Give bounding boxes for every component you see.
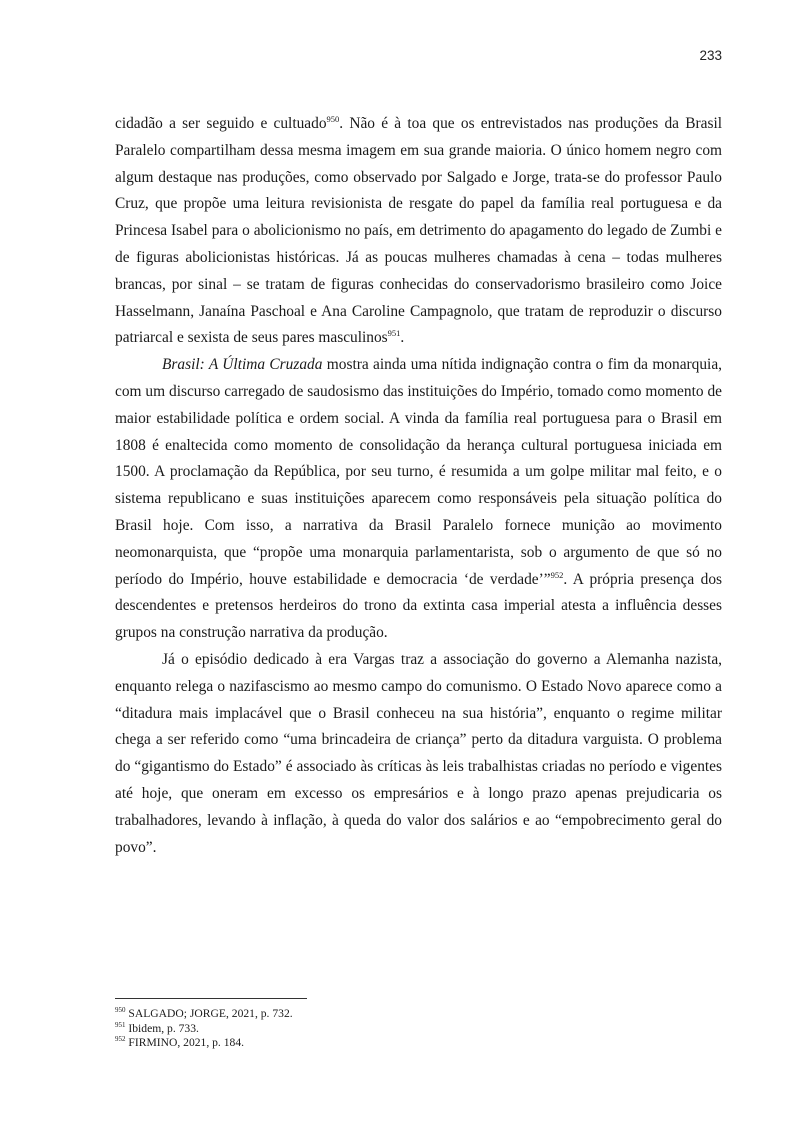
paragraph-2 xyxy=(115,352,722,647)
footnote-separator xyxy=(115,998,307,999)
footnote-ref-950[interactable]: 950 xyxy=(326,113,340,124)
paragraph-3: Já o episódio dedicado à era Vargas traz a associação do governo a Alemanha nazista, enquanto relega o nazifascismo ao mesmo campo do comunismo. O Estado Novo aparece como a “ditadura mais implacável que o Brasil conheceu na sua história”, enquanto o regime militar chega a ser referido como “uma brincadeira de criança” perto da ditadura varguista. O problema do “gigantismo do Estado” é associado às críticas às leis trabalhistas criadas no período e vigentes até hoje, que oneram em excesso os empresários e à longo prazo apenas prejudicaria os trabalhadores, levando à inflação, à queda do valor dos salários e ao “empobrecimento geral do povo”. xyxy=(115,650,722,856)
footnote-951 xyxy=(115,1022,722,1037)
paragraph-1 xyxy=(115,111,722,352)
footnote-number: 951 xyxy=(115,1020,126,1029)
footnote-number: 952 xyxy=(115,1035,126,1044)
footnote-952 xyxy=(115,1036,722,1051)
paragraph-1-text-c: . xyxy=(400,329,405,347)
footnote-number: 950 xyxy=(115,1006,126,1015)
page-number: 233 xyxy=(699,48,722,63)
footnote-text: FIRMINO, 2021, p. 184. xyxy=(125,1036,245,1049)
footnote-950 xyxy=(115,1007,722,1022)
paragraph-1-text-b: . Não é à toa que os entrevistados nas produções da Brasil Paralelo compartilham dessa mesma imagem em sua grande maioria. O único homem negro com algum destaque nas produções, como observado por Salgado e Jorge, trata-se do professor Paulo Cruz, que propõe uma leitura revisionista de resgate do papel da família real portuguesa e da Princesa Isabel para o abolicionismo no país, em detrimento do apagamento do legado de Zumbi e de figuras abolicionistas históricas. Já as poucas mulheres chamadas à cena – todas mulheres brancas, por sinal – se tratam de figuras conhecidas do conservadorismo brasileiro como Joice Hasselmann, Janaína Paschoal e Ana Caroline Campagnolo, que tratam de reproduzir o discurso patriarcal e sexista de seus pares masculinos xyxy=(115,115,723,347)
paragraph-2-text-a: mostra ainda uma nítida indignação contra o fim da monarquia, com um discurso carregado de saudosismo das instituições do Império, tomado como momento de maior estabilidade política e ordem social. A vinda da família real portuguesa para o Brasil em 1808 é enaltecida como momento de consolidação da herança cultural portuguesa iniciada em 1500. A proclamação da República, por seu turno, é resumida a um golpe militar mal feito, e o sistema republicano e suas instituições aparecem como responsáveis pela situação política do Brasil hoje. Com isso, a narrativa da Brasil Paralelo fornece munição ao movimento neomonarquista, que “propõe uma monarquia parlamentarista, sob o argumento de que só no período do Império, houve estabilidade e democracia ‘de verdade’” xyxy=(115,356,723,588)
paragraph-2-text-b: . A própria presença dos descendentes e pretensos herdeiros do trono da extinta casa imperial atesta a influência desses grupos na construção narrativa da produção. xyxy=(115,570,722,642)
footnote-ref-952[interactable]: 952 xyxy=(550,569,564,580)
footnotes xyxy=(115,1007,722,1051)
footnote-ref-951[interactable]: 951 xyxy=(387,328,401,339)
footnote-text: SALGADO; JORGE, 2021, p. 732. xyxy=(125,1007,293,1020)
body-text xyxy=(115,111,722,861)
paragraph-1-text-a: cidadão a ser seguido e cultuado xyxy=(115,115,327,132)
footnote-text: Ibidem, p. 733. xyxy=(125,1021,199,1035)
film-title: Brasil: A Última Cruzada xyxy=(162,356,323,374)
